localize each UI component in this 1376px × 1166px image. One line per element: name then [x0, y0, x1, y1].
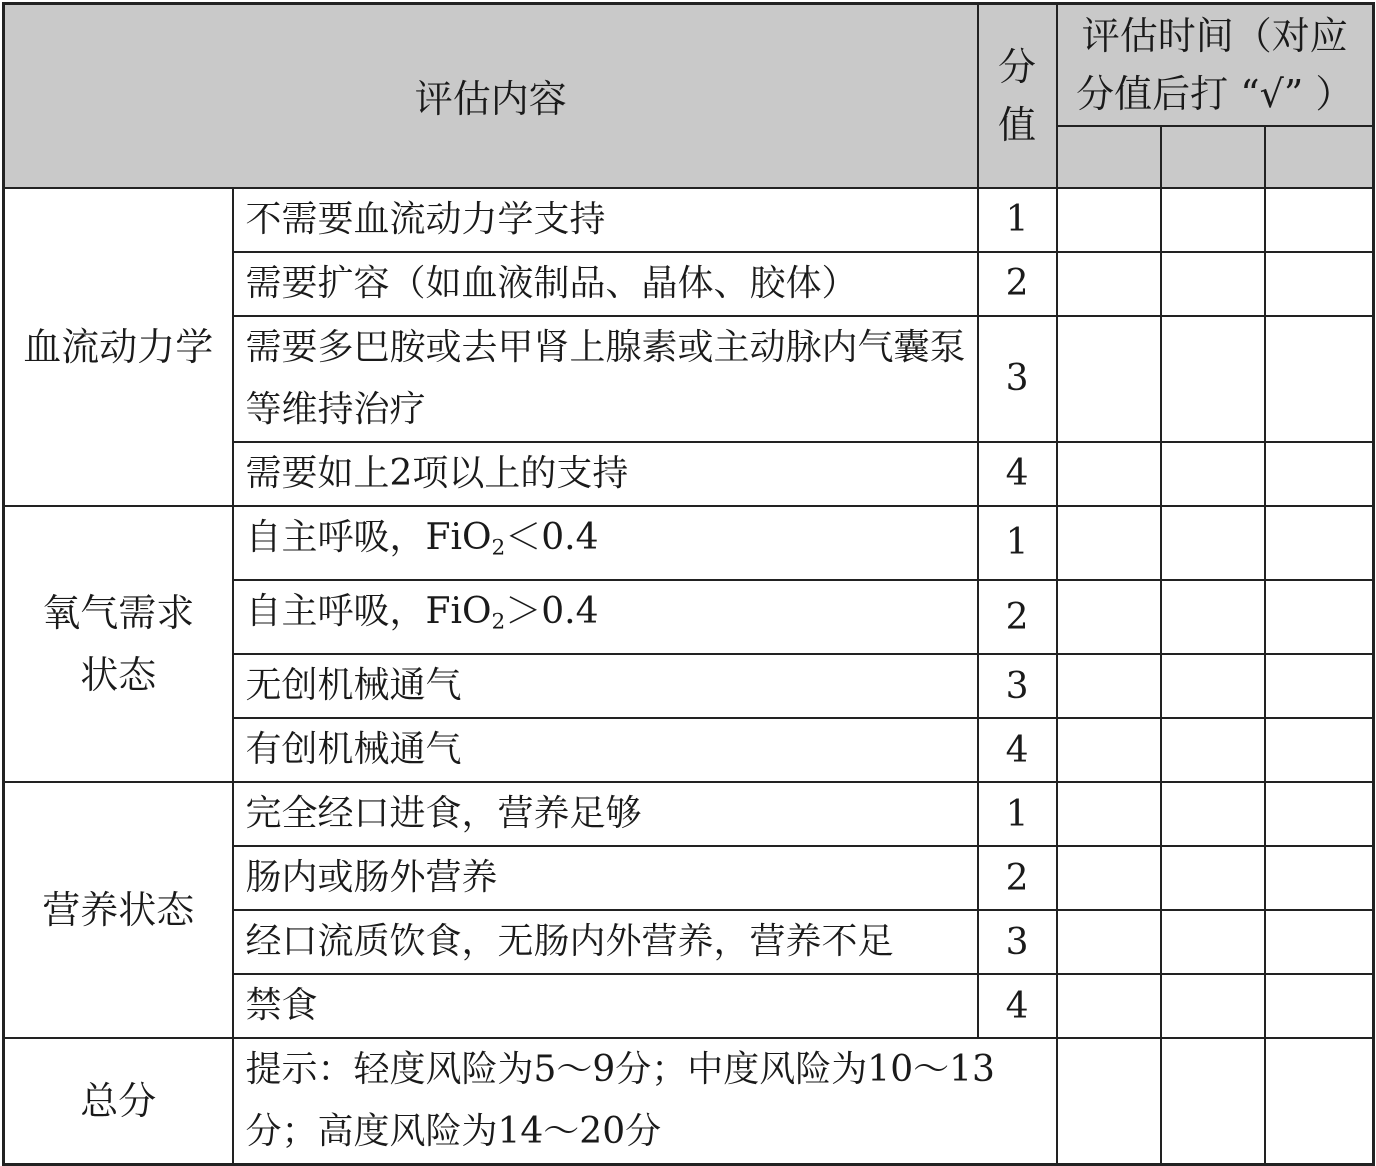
item-score: 4 — [978, 718, 1057, 782]
tick-cell[interactable] — [1057, 654, 1161, 718]
tick-cell[interactable] — [1265, 442, 1374, 506]
item-score: 4 — [978, 974, 1057, 1038]
tick-cell[interactable] — [1265, 654, 1374, 718]
item-score: 3 — [978, 316, 1057, 442]
tick-cell[interactable] — [1161, 316, 1265, 442]
tick-cell[interactable] — [1161, 910, 1265, 974]
header-time-line2: 分值后打 “√” ） — [1076, 71, 1354, 116]
header-time — [1057, 4, 1374, 126]
total-cell[interactable] — [1161, 1038, 1265, 1165]
item-text-main: 自主呼吸，FiO — [245, 590, 492, 632]
header-time-line1: 评估时间（对应 — [1081, 13, 1348, 58]
tick-cell[interactable] — [1161, 506, 1265, 580]
tick-cell[interactable] — [1057, 846, 1161, 910]
item-text: 经口流质饮食，无肠内外营养，营养不足 — [233, 910, 978, 974]
total-cell[interactable] — [1265, 1038, 1374, 1165]
time-slot-header-1 — [1057, 126, 1161, 188]
item-text: 需要多巴胺或去甲肾上腺素或主动脉内气囊泵等维持治疗 — [233, 316, 978, 442]
tick-cell[interactable] — [1265, 188, 1374, 252]
tick-cell[interactable] — [1265, 718, 1374, 782]
header-score-label: 分值 — [998, 44, 1037, 147]
tick-cell[interactable] — [1057, 188, 1161, 252]
tick-cell[interactable] — [1265, 316, 1374, 442]
item-text: 完全经口进食，营养足够 — [233, 782, 978, 846]
category-nutrition: 营养状态 — [4, 782, 233, 1038]
item-text-subscript: 2 — [491, 609, 506, 635]
item-score: 1 — [978, 506, 1057, 580]
item-text: 不需要血流动力学支持 — [233, 188, 978, 252]
tick-cell[interactable] — [1265, 506, 1374, 580]
item-text — [233, 506, 978, 580]
header-content: 评估内容 — [4, 4, 978, 188]
tick-cell[interactable] — [1057, 506, 1161, 580]
tick-cell[interactable] — [1057, 580, 1161, 654]
total-note: 提示：轻度风险为5～9分；中度风险为10～13分；高度风险为14～20分 — [233, 1038, 1057, 1165]
item-text-main: 自主呼吸，FiO — [245, 516, 492, 558]
tick-cell[interactable] — [1265, 782, 1374, 846]
tick-cell[interactable] — [1161, 846, 1265, 910]
tick-cell[interactable] — [1057, 782, 1161, 846]
tick-cell[interactable] — [1161, 974, 1265, 1038]
tick-cell[interactable] — [1161, 442, 1265, 506]
item-text-suffix: ＜0.4 — [505, 516, 599, 558]
tick-cell[interactable] — [1161, 718, 1265, 782]
tick-cell[interactable] — [1161, 188, 1265, 252]
item-text: 禁食 — [233, 974, 978, 1038]
tick-cell[interactable] — [1057, 442, 1161, 506]
item-text: 无创机械通气 — [233, 654, 978, 718]
item-score: 2 — [978, 252, 1057, 316]
item-text: 需要扩容（如血液制品、晶体、胶体） — [233, 252, 978, 316]
item-text: 肠内或肠外营养 — [233, 846, 978, 910]
item-score: 2 — [978, 846, 1057, 910]
item-text-suffix: ＞0.4 — [505, 590, 599, 632]
header-score — [978, 4, 1057, 188]
item-score: 3 — [978, 654, 1057, 718]
item-score: 1 — [978, 782, 1057, 846]
time-slot-header-3 — [1265, 126, 1374, 188]
category-oxygen — [4, 506, 233, 783]
item-score: 2 — [978, 580, 1057, 654]
tick-cell[interactable] — [1265, 974, 1374, 1038]
item-score: 3 — [978, 910, 1057, 974]
category-oxygen-label: 氧气需求状态 — [42, 590, 195, 697]
tick-cell[interactable] — [1161, 580, 1265, 654]
tick-cell[interactable] — [1057, 252, 1161, 316]
tick-cell[interactable] — [1265, 580, 1374, 654]
category-hemodynamics: 血流动力学 — [4, 188, 233, 506]
total-label: 总分 — [4, 1038, 233, 1165]
tick-cell[interactable] — [1265, 846, 1374, 910]
time-slot-header-2 — [1161, 126, 1265, 188]
assessment-table — [2, 2, 1375, 1166]
item-score: 4 — [978, 442, 1057, 506]
item-score: 1 — [978, 188, 1057, 252]
total-cell[interactable] — [1057, 1038, 1161, 1165]
tick-cell[interactable] — [1265, 252, 1374, 316]
tick-cell[interactable] — [1057, 910, 1161, 974]
item-text-subscript: 2 — [491, 534, 506, 560]
tick-cell[interactable] — [1057, 718, 1161, 782]
tick-cell[interactable] — [1057, 974, 1161, 1038]
tick-cell[interactable] — [1161, 252, 1265, 316]
item-text — [233, 580, 978, 654]
item-text: 有创机械通气 — [233, 718, 978, 782]
tick-cell[interactable] — [1057, 316, 1161, 442]
item-text: 需要如上2项以上的支持 — [233, 442, 978, 506]
tick-cell[interactable] — [1265, 910, 1374, 974]
tick-cell[interactable] — [1161, 782, 1265, 846]
tick-cell[interactable] — [1161, 654, 1265, 718]
